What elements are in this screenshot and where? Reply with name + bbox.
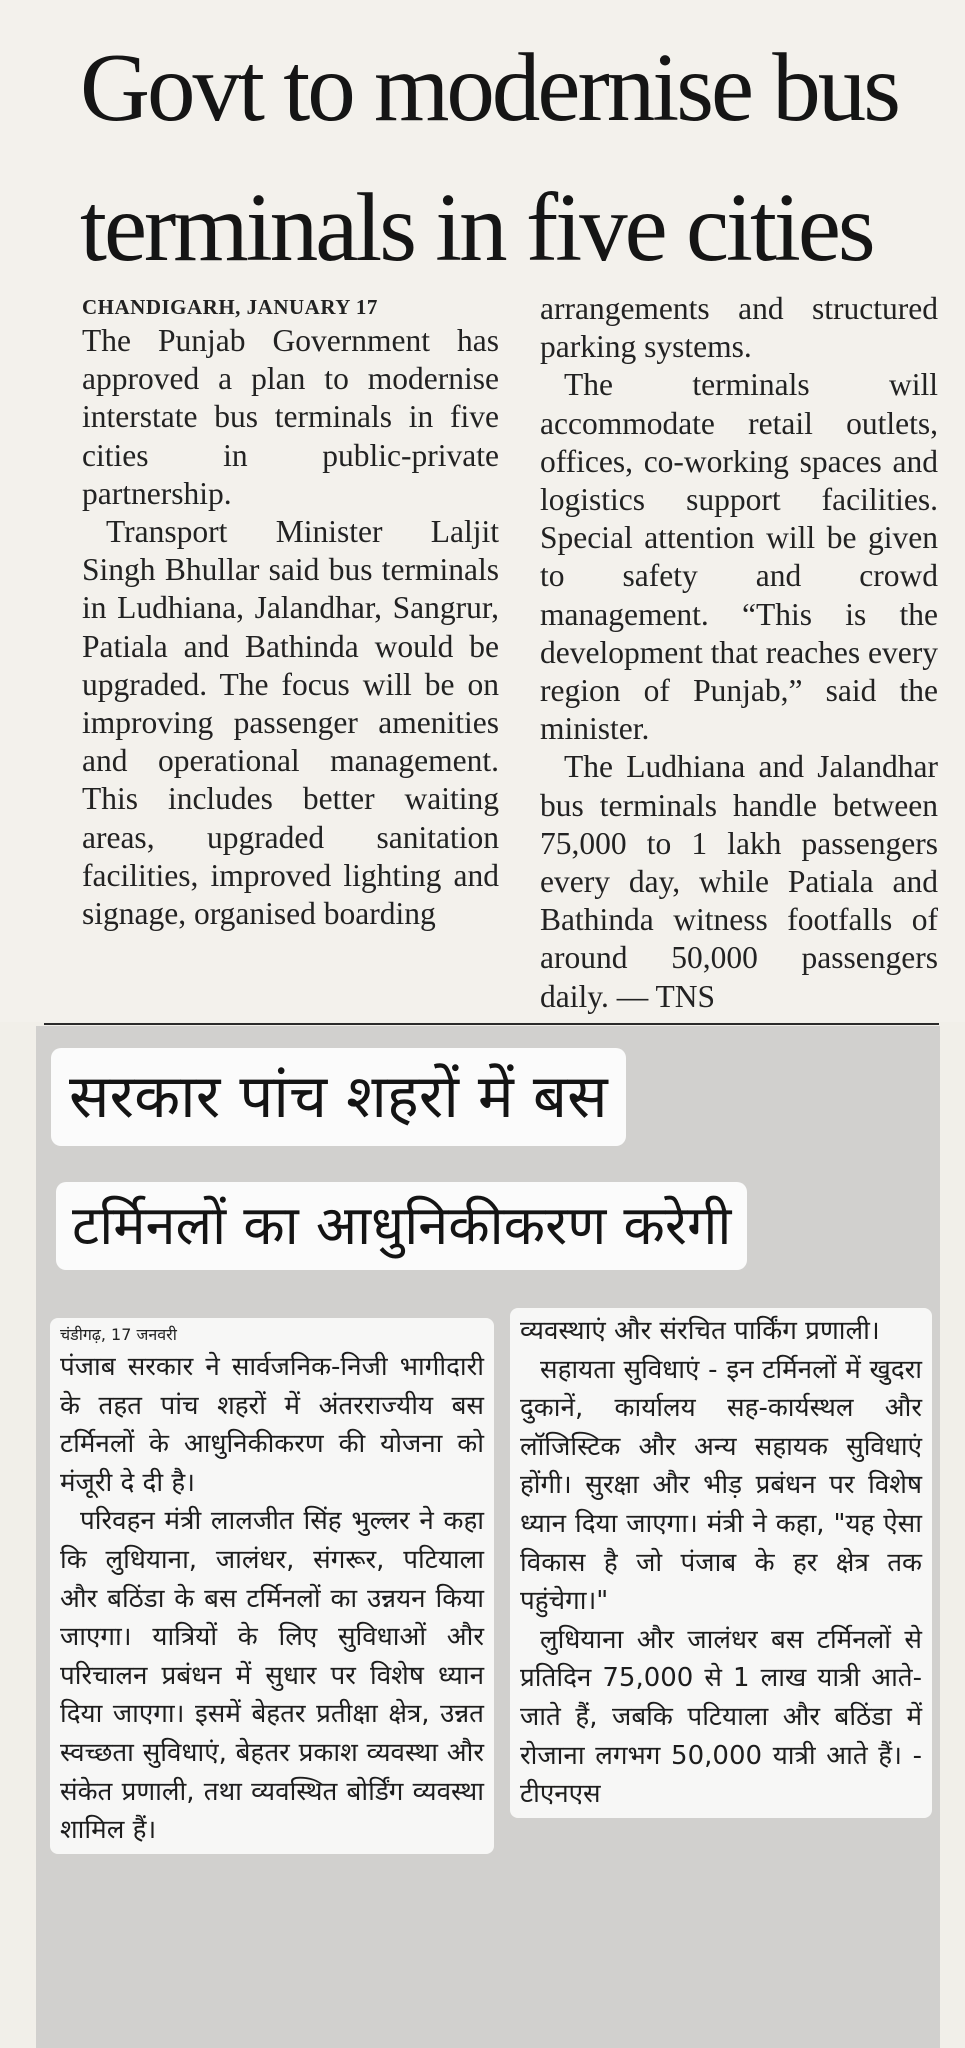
english-paragraph: The terminals will accommodate retail outlets, offices, co-working spaces and logistics support facilities. Special attention will be given to safety and crowd management. “This is the development that reaches every region of Punjab,” said the minister.: [540, 367, 938, 747]
english-paragraph: The Ludhiana and Jalandhar bus terminals handle between 75,000 to 1 lakh passengers every day, while Patiala and Bathinda witness footfalls of around 50,000 passengers daily. — TNS: [540, 749, 938, 1014]
english-headline: Govt to modernise bus terminals in five cities: [80, 34, 899, 281]
hindi-headline-line-1: सरकार पांच शहरों में बस: [51, 1048, 626, 1146]
hindi-paragraph: लुधियाना और जालंधर बस टर्मिनलों से प्रतिदिन 75,000 से 1 लाख यात्री आते-जाते हैं, जबकि पटियाला और बठिंडा में रोजाना लगभग 50,000 यात्री आते हैं। - टीएनएस: [520, 1624, 922, 1810]
hindi-paragraph: पंजाब सरकार ने सार्वजनिक-निजी भागीदारी के तहत पांच शहरों में अंतरराज्यीय बस टर्मिनलों के आधुनिकीकरण की योजना को मंजूरी दे दी है।: [60, 1352, 484, 1498]
hindi-column-1: [50, 1318, 494, 1854]
hindi-headline-line-2: टर्मिनलों का आधुनिकीकरण करेगी: [56, 1182, 747, 1270]
section-divider: [44, 1023, 939, 1025]
english-column-1: [82, 292, 499, 933]
english-dateline: CHANDIGARH, JANUARY 17: [82, 295, 378, 319]
hindi-column-2: [510, 1308, 932, 1818]
hindi-dateline: चंडीगढ़, 17 जनवरी: [60, 1325, 177, 1344]
english-paragraph: Transport Minister Laljit Singh Bhullar said bus terminals in Ludhiana, Jalandhar, Sangrur, Patiala and Bathinda would be upgraded. The focus will be on improving passenger amenities and operational management. This includes better waiting areas, upgraded sanitation facilities, improved lighting and signage, organised boarding: [82, 514, 499, 932]
english-paragraph: The Punjab Government has approved a plan to modernise interstate bus terminals in five cities in public-private partnership.: [82, 323, 499, 511]
hindi-paragraph: परिवहन मंत्री लालजीत सिंह भुल्लर ने कहा कि लुधियाना, जालंधर, संगरूर, पटियाला और बठिंडा के बस टर्मिनलों का उन्नयन किया जाएगा। यात्रियों के लिए सुविधाओं और परिचालन प्रबंधन में सुधार पर विशेष ध्यान दिया जाएगा। इसमें बेहतर प्रतीक्षा क्षेत्र, उन्नत स्वच्छता सुविधाएं, बेहतर प्रकाश व्यवस्था और संकेत प्रणाली, तथा व्यवस्थित बोर्डिंग व्यवस्था शामिल हैं।: [60, 1506, 484, 1846]
hindi-paragraph: व्यवस्थाएं और संरचित पार्किंग प्रणाली।: [520, 1316, 880, 1346]
hindi-translation: [36, 1026, 940, 2048]
english-paragraph: arrangements and structured parking systems.: [540, 291, 938, 365]
english-column-2: [540, 290, 938, 1016]
hindi-paragraph: सहायता सुविधाएं - इन टर्मिनलों में खुदरा दुकानें, कार्यालय सह-कार्यस्थल और लॉजिस्टिक और अन्य सहायक सुविधाएं होंगी। सुरक्षा और भीड़ प्रबंधन पर विशेष ध्यान दिया जाएगा। मंत्री ने कहा, "यह ऐसा विकास है जो पंजाब के हर क्षेत्र तक पहुंचेगा।": [520, 1354, 922, 1617]
english-clipping: [0, 0, 965, 1022]
